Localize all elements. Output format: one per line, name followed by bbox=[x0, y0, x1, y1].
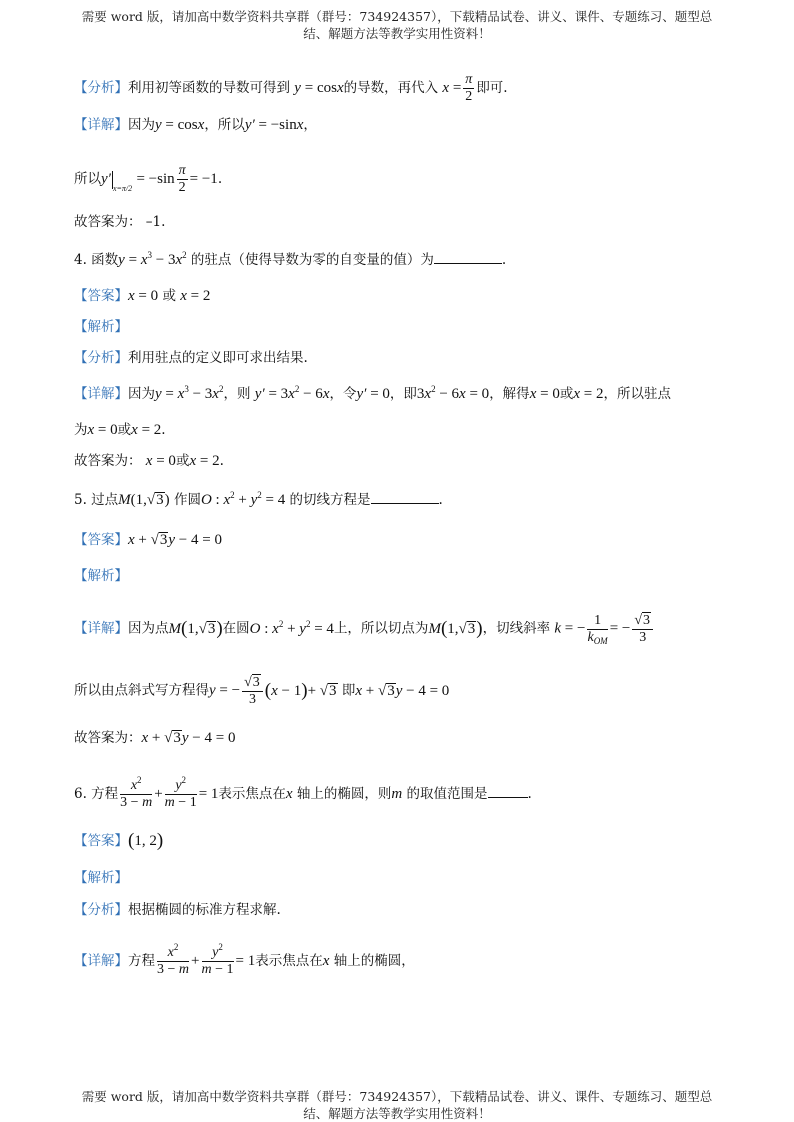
answer-label: 【答案】 bbox=[74, 833, 128, 849]
q5-final: 故答案为：x + √3y − 4 = 0 bbox=[74, 730, 236, 746]
header-line-1: 需要 word 版，请加高中数学资料共享群（群号：734924357），下载精品试卷、讲义、课件、专题练习、题型总 bbox=[81, 9, 713, 24]
q5-solution-label bbox=[74, 566, 128, 586]
analysis-label: 【分析】 bbox=[74, 902, 128, 918]
q4-detail: 【详解】因为$y = x^3 - 3x^2$，则 $y' = 3x^2 - 6x$，令y′ = 0，即$3x^2 - 6x = 0$，解得x = 0或x = 2，所以驻点 bbox=[74, 384, 671, 402]
footer-banner bbox=[60, 1088, 734, 1122]
q5-stem: 5. 过点M(1,√3) 作圆O : $x^2 + y^2 = 4$ 的切线方程是 . bbox=[74, 490, 443, 508]
q6-analysis: 【分析】根据椭圆的标准方程求解. bbox=[74, 902, 281, 918]
q6-stem: 6. 方程 $\frac{x^2}{3 - m}$ + $\frac{y^2}{m - 1}$ = 1表示焦点在x 轴上的椭圆，则m 的取值范围是 . bbox=[74, 775, 532, 810]
q3-detail-2: 所以y′x=π/2 = −sin $\frac{\pi}{2}$ = −1. bbox=[74, 163, 223, 195]
detail-label: 【详解】 bbox=[74, 117, 128, 133]
q4-answer: 【答案】x = 0 或 x = 2 bbox=[74, 288, 211, 304]
q4-analysis: 【分析】利用驻点的定义即可求出结果. bbox=[74, 350, 308, 366]
answer-label: 【答案】 bbox=[74, 288, 128, 304]
q5-detail-2: 所以由点斜式写方程得y = − $\frac{√3}{3}$ (x − 1)+ √3 即x + √3y − 4 = 0 bbox=[74, 675, 450, 707]
analysis-label: 【分析】 bbox=[74, 80, 128, 96]
solution-label: 【解析】 bbox=[74, 568, 128, 584]
q4-final: 故答案为： x = 0或x = 2. bbox=[74, 453, 224, 469]
analysis-label: 【分析】 bbox=[74, 350, 128, 366]
q3-analysis: 【分析】利用初等函数的导数可得到 y = cosx的导数，再代入 x = $\frac{\pi}{2}$ 即可. bbox=[74, 72, 508, 104]
solution-label: 【解析】 bbox=[74, 870, 128, 886]
detail-label: 【详解】 bbox=[74, 953, 128, 969]
header-banner bbox=[60, 8, 734, 42]
q5-blank bbox=[371, 491, 439, 504]
footer-line-1: 需要 word 版，请加高中数学资料共享群（群号：734924357），下载精品试卷、讲义、课件、专题练习、题型总 bbox=[81, 1089, 713, 1104]
footer-line-2: 结、解题方法等教学实用性资料！ bbox=[303, 1106, 491, 1121]
q6-answer: 【答案】(1, 2) bbox=[74, 830, 164, 851]
q5-answer: 【答案】x + √3y − 4 = 0 bbox=[74, 532, 222, 548]
q4-detail-2: 为x = 0或x = 2. bbox=[74, 422, 166, 438]
solution-label: 【解析】 bbox=[74, 319, 128, 335]
q4-solution-label bbox=[74, 317, 128, 337]
detail-label: 【详解】 bbox=[74, 620, 128, 637]
q3-detail: 【详解】因为y = cosx，所以y′ = −sinx， bbox=[74, 117, 317, 133]
q6-blank bbox=[488, 785, 528, 798]
header-line-2: 结、解题方法等教学实用性资料！ bbox=[303, 26, 491, 41]
q6-solution-label bbox=[74, 868, 128, 888]
q4-stem: 4. 函数$y = x^3 - 3x^2$ 的驻点（使得导数为零的自变量的值）为 . bbox=[74, 250, 507, 268]
answer-label: 【答案】 bbox=[74, 532, 128, 548]
q6-detail: 【详解】方程 $\frac{x^2}{3 - m}$ + $\frac{y^2}{m - 1}$ = 1表示焦点在x 轴上的椭圆， bbox=[74, 942, 415, 977]
detail-label: 【详解】 bbox=[74, 386, 128, 402]
q5-detail: 【详解】因为点M(1,√3)在圆O : $x^2 + y^2 = 4$上，所以切点为M(1,√3)，切线斜率 k = − $\frac{1}{k_{OM}}$ = − $\frac{√3}{3}$ bbox=[74, 612, 655, 646]
q4-blank bbox=[434, 251, 502, 264]
q3-final: 故答案为： –1. bbox=[74, 214, 166, 230]
